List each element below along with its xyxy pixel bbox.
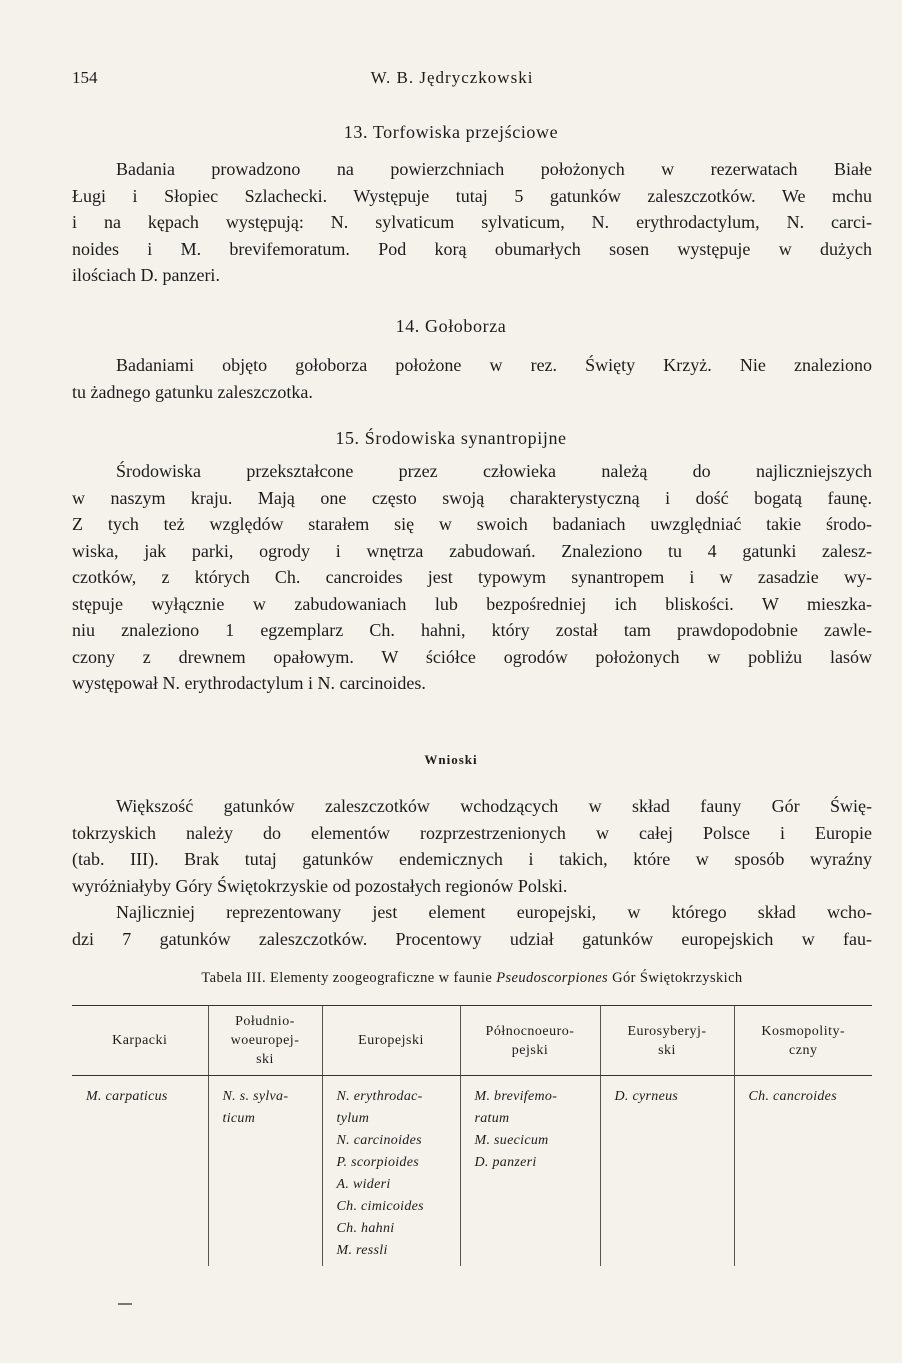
table-cell — [460, 1076, 600, 1267]
text-line: i na kępach występują: N. sylvaticum sylvaticum, N. erythrodactylum, N. carci- — [72, 212, 872, 232]
running-author: W. B. Jędryczkowski — [370, 68, 534, 87]
column-header-text: ski — [256, 1052, 274, 1067]
species-name: P. scorpioides — [336, 1155, 419, 1170]
text-line: dzi 7 gatunków zaleszczotków. Procentowy udział gatunków europejskich w fau- — [72, 928, 872, 949]
text-line: tokrzyskich należy do elementów rozprzestrzenionych w całej Polsce i Europie — [72, 822, 872, 843]
text-line: ilościach D. panzeri. — [72, 265, 220, 285]
species-name: M. ressli — [336, 1243, 388, 1258]
text-line: stępuje wyłącznie w zabudowaniach lub bezpośredniej ich bliskości. W mieszka- — [72, 593, 872, 614]
running-header — [72, 68, 832, 92]
column-header — [460, 1006, 600, 1076]
text-line: wiska, jak parki, ogrody i wnętrza zabudowań. Znaleziono tu 4 gatunki zalesz- — [72, 540, 872, 561]
text-line: Z tych też względów starałem się w swoich badaniach uwzględniać takie środo- — [72, 514, 872, 534]
conclusions-heading: Wnioski — [424, 752, 478, 767]
footer-mark — [118, 1303, 132, 1305]
table-cell — [600, 1076, 734, 1267]
text-line: (tab. III). Brak tutaj gatunków endemicznych i takich, które w sposób wyraźny — [72, 849, 872, 869]
table-cell — [322, 1076, 460, 1267]
table-cell — [208, 1076, 322, 1267]
table-cell — [734, 1076, 872, 1267]
text-line: czony z drewnem opałowym. W ściółce ogrodów położonych w pobliżu lasów — [72, 646, 872, 667]
column-header — [72, 1006, 208, 1076]
column-header-text: woeuropej- — [230, 1033, 300, 1048]
species-name: N. carcinoides — [336, 1133, 422, 1148]
text-line: Najliczniej reprezentowany jest element europejski, w którego skład wcho- — [116, 902, 872, 922]
text-line: wyróżniałyby Góry Świętokrzyskie od pozostałych regionów Polski. — [72, 875, 568, 896]
column-header — [600, 1006, 734, 1076]
column-header — [734, 1006, 872, 1076]
text-line: Środowiska przekształcone przez człowieka należą do najliczniejszych — [116, 461, 872, 481]
species-name: Ch. cimicoides — [336, 1199, 424, 1214]
species-name: Ch. hahni — [336, 1221, 395, 1236]
conclusions-paragraph-1 — [72, 793, 872, 899]
species-name: ticum — [222, 1111, 256, 1126]
column-header-text: Europejski — [358, 1033, 424, 1048]
species-name: D. panzeri — [474, 1155, 537, 1170]
section-13-paragraph — [72, 156, 872, 289]
text-line: Badania prowadzono na powierzchniach położonych w rezerwatach Białe — [116, 159, 872, 179]
species-name: N. erythrodac- — [336, 1089, 423, 1104]
column-header-text: Karpacki — [112, 1033, 168, 1048]
table-cell — [72, 1076, 208, 1267]
text-line: tu żadnego gatunku zaleszczotka. — [72, 381, 313, 402]
table-caption — [72, 970, 872, 987]
text-line: występował N. erythrodactylum i N. carcinoides. — [72, 673, 426, 693]
column-header-text: ski — [658, 1042, 676, 1058]
species-name: M. suecicum — [474, 1133, 549, 1148]
text-line: niu znaleziono 1 egzemplarz Ch. hahni, który został tam prawdopodobnie zawle- — [72, 620, 872, 640]
text-line: w naszym kraju. Mają one często swoją charakterystyczną i dość bogatą faunę. — [72, 487, 872, 508]
section-14-heading: 14. Gołoborza — [395, 316, 507, 336]
caption-prefix: Tabela III. Elementy zoogeograficzne w faunie — [201, 970, 497, 986]
caption-taxon: Pseudoscorpiones — [496, 970, 609, 986]
section-15-paragraph — [72, 458, 872, 697]
species-name: A. wideri — [336, 1177, 391, 1192]
text-line: Większość gatunków zaleszczotków wchodzących w skład fauny Gór Świę- — [116, 796, 872, 816]
section-14-paragraph — [72, 352, 872, 405]
page-number: 154 — [72, 68, 98, 87]
text-line: Ługi i Słopiec Szlachecki. Występuje tutaj 5 gatunków zaleszczotków. We mchu — [72, 185, 872, 206]
column-header-text: Południo- — [235, 1014, 295, 1029]
column-header-text: Północnoeuro- — [485, 1023, 575, 1039]
table-header-row — [72, 1006, 872, 1076]
column-header-text: Kosmopolity- — [761, 1023, 846, 1039]
species-name: tylum — [336, 1111, 370, 1126]
conclusions-paragraph-2 — [72, 899, 872, 952]
section-13-heading: 13. Torfowiska przejściowe — [343, 122, 559, 142]
species-name: M. carpaticus — [86, 1089, 168, 1104]
text-line: noides i M. brevifemoratum. Pod korą obumarłych sosen występuje w dużych — [72, 238, 872, 259]
column-header — [322, 1006, 460, 1076]
column-header-text: czny — [789, 1042, 818, 1058]
species-name: Ch. cancroides — [748, 1089, 837, 1104]
column-header — [208, 1006, 322, 1076]
text-line: czotków, z których Ch. cancroides jest typowym synantropem i w zasadzie wy- — [72, 567, 872, 587]
caption-suffix: Gór Świętokrzyskich — [608, 970, 743, 986]
text-line: Badaniami objęto gołoborza położone w rez. Święty Krzyż. Nie znaleziono — [116, 355, 872, 375]
species-name: N. s. sylva- — [222, 1089, 289, 1104]
zoogeographic-elements-table — [72, 1005, 872, 1266]
column-header-text: pejski — [511, 1042, 549, 1058]
species-name: M. brevifemo- — [474, 1089, 558, 1104]
section-15-heading: 15. Środowiska synantropijne — [335, 428, 567, 448]
species-name: ratum — [474, 1111, 510, 1126]
column-header-text: Eurosyberyj- — [627, 1023, 707, 1039]
species-name: D. cyrneus — [614, 1089, 679, 1104]
table-row — [72, 1076, 872, 1267]
